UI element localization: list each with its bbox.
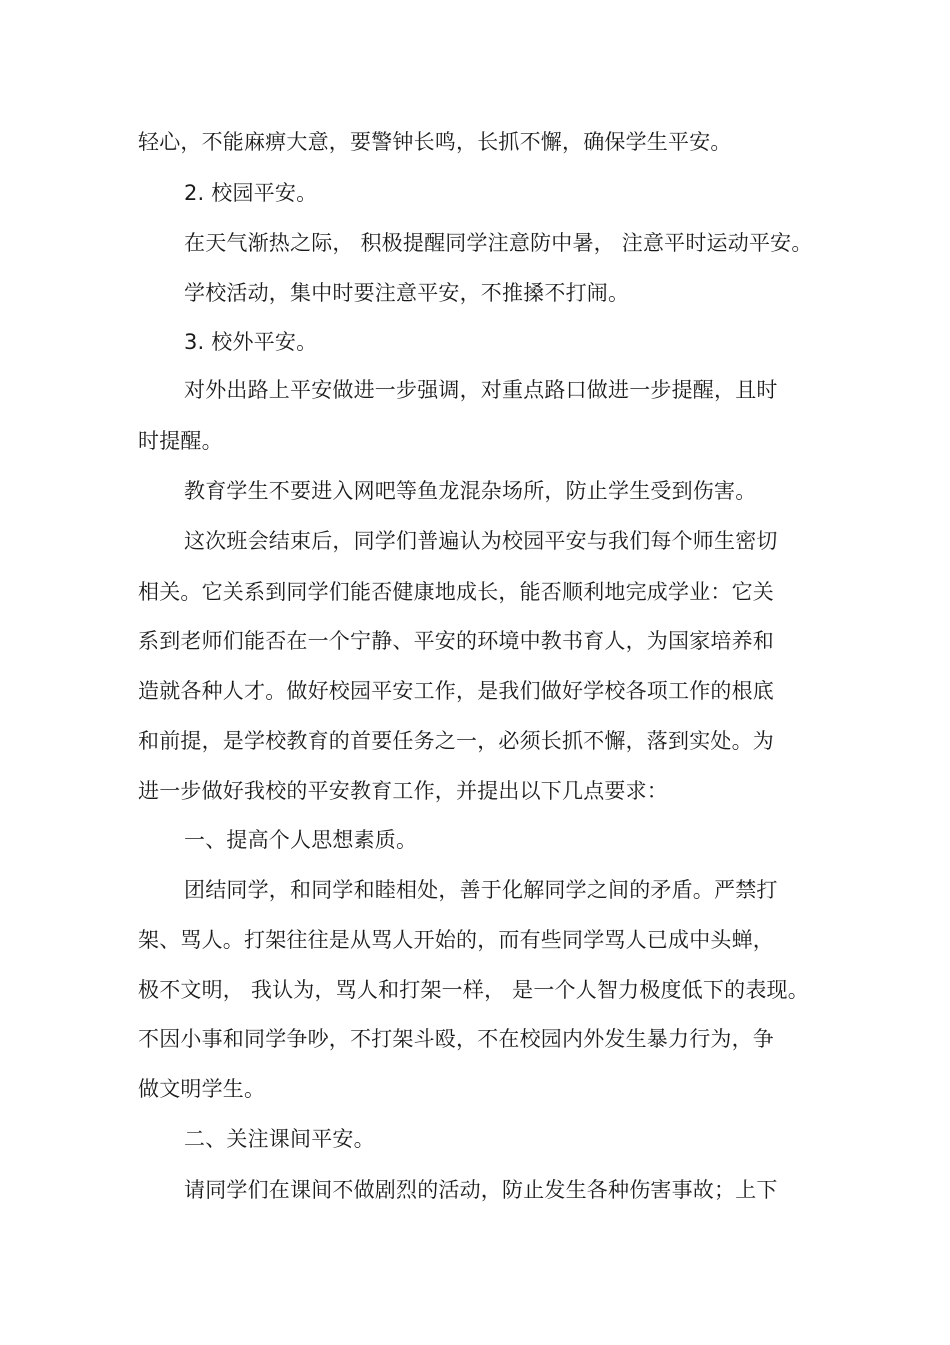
text-line: 进一步做好我校的平安教育工作，并提出以下几点要求： (138, 779, 668, 803)
text-line: 架、骂人。打架往往是从骂人开始的，而有些同学骂人已成中头蝉， (138, 928, 774, 952)
text-line: 系到老师们能否在一个宁静、平安的环境中教书育人，为国家培养和 (138, 629, 774, 653)
text-line: 和前提，是学校教育的首要任务之一，必须长抓不懈，落到实处。为 (138, 729, 774, 753)
text-line: 学校活动，集中时要注意平安，不推搡不打闹。 (184, 281, 630, 305)
text-line: 做文明学生。 (138, 1077, 266, 1101)
section-heading: 2. 校园平安。 (184, 181, 318, 205)
text-line: 造就各种人才。做好校园平安工作，是我们做好学校各项工作的根底 (138, 679, 774, 703)
text-line: 相关。它关系到同学们能否健康地成长，能否顺利地完成学业：它关 (138, 580, 774, 604)
section-heading: 二、关注课间平安。 (184, 1127, 375, 1151)
text-line: 轻心，不能麻痹大意，要警钟长鸣，长抓不懈，确保学生平安。 (138, 130, 732, 154)
text-line: 对外出路上平安做进一步强调，对重点路口做进一步提醒，且时 (184, 378, 778, 402)
text-line: 团结同学，和同学和睦相处，善于化解同学之间的矛盾。严禁打 (184, 878, 778, 902)
text-line: 请同学们在课间不做剧烈的活动，防止发生各种伤害事故；上下 (184, 1178, 778, 1202)
text-line: 教育学生不要进入网吧等鱼龙混杂场所，防止学生受到伤害。 (184, 479, 757, 503)
section-heading: 3. 校外平安。 (184, 330, 318, 354)
text-line: 极不文明， 我认为，骂人和打架一样， 是一个人智力极度低下的表现。 (138, 978, 809, 1002)
text-line: 这次班会结束后，同学们普遍认为校园平安与我们每个师生密切 (184, 529, 778, 553)
section-heading: 一、提高个人思想素质。 (184, 828, 418, 852)
text-line: 不因小事和同学争吵，不打架斗殴，不在校园内外发生暴力行为，争 (138, 1027, 774, 1051)
text-line: 时提醒。 (138, 429, 223, 453)
text-line: 在天气渐热之际， 积极提醒同学注意防中暑， 注意平时运动平安。 (184, 231, 813, 255)
